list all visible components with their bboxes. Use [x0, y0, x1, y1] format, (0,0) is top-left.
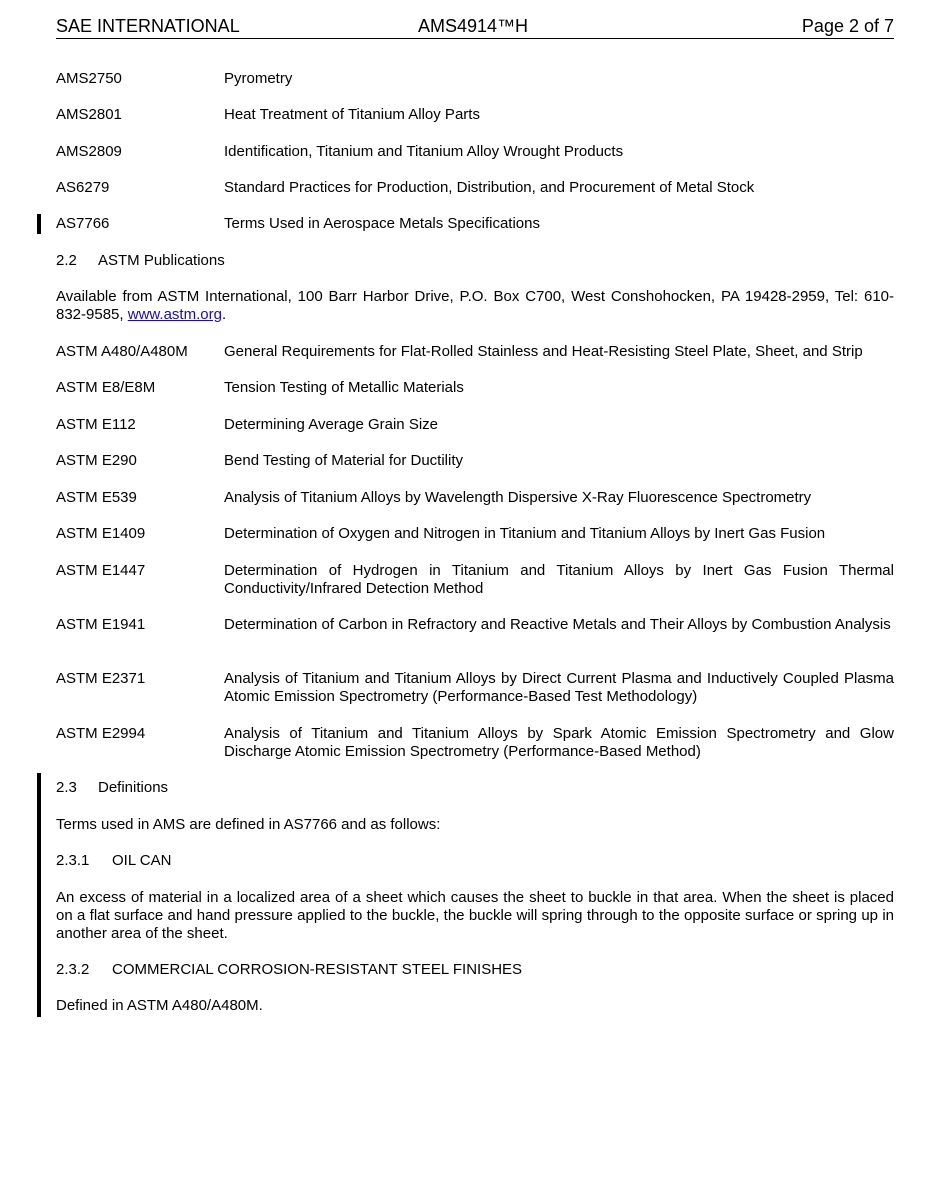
section-number: 2.3 — [56, 779, 77, 796]
reference-title: Heat Treatment of Titanium Alloy Parts — [224, 106, 480, 123]
page-header — [56, 16, 894, 39]
reference-code: ASTM E290 — [56, 452, 137, 469]
revision-change-bar — [37, 214, 41, 234]
reference-title: Tension Testing of Metallic Materials — [224, 379, 464, 396]
subsection-title: COMMERCIAL CORROSION-RESISTANT STEEL FINISHES — [112, 961, 523, 978]
reference-title: Pyrometry — [224, 70, 293, 87]
revision-change-bar — [37, 773, 41, 1017]
section-number: 2.2 — [56, 252, 77, 269]
reference-title: Determination of Hydrogen in Titanium and Titanium Alloys by Inert Gas Fusion Thermal Conductivity/Infrared Detection Method — [224, 562, 894, 597]
header-page-number: Page 2 of 7 — [801, 16, 894, 36]
reference-title: Determination of Oxygen and Nitrogen in Titanium and Titanium Alloys by Inert Gas Fusion — [224, 525, 826, 542]
reference-code: AS6279 — [56, 179, 110, 196]
reference-title: Analysis of Titanium and Titanium Alloys by Direct Current Plasma and Inductively Coupled Plasma Atomic Emission Spectrometry (Performance-Based Test Methodology) — [224, 670, 894, 705]
reference-code: AMS2801 — [56, 106, 122, 123]
reference-title: Terms Used in Aerospace Metals Specifications — [224, 215, 540, 232]
subsection-heading-finishes — [56, 961, 522, 979]
reference-code: ASTM E2994 — [56, 725, 146, 742]
subsection-number: 2.3.1 — [56, 852, 90, 869]
reference-code: ASTM E2371 — [56, 670, 146, 687]
subsection-number: 2.3.2 — [56, 961, 90, 978]
reference-code: ASTM E8/E8M — [56, 379, 156, 396]
subsection-title: OIL CAN — [112, 852, 172, 869]
availability-period: . — [221, 306, 227, 323]
header-organization: SAE INTERNATIONAL — [56, 16, 240, 36]
reference-code: ASTM A480/A480M — [56, 343, 188, 360]
header-document-id: AMS4914™H — [418, 16, 529, 36]
section-heading-astm — [56, 252, 225, 270]
finishes-definition: Defined in ASTM A480/A480M. — [56, 997, 263, 1014]
reference-title: Identification, Titanium and Titanium Alloy Wrought Products — [224, 143, 624, 160]
reference-title: Analysis of Titanium Alloys by Wavelength Dispersive X-Ray Fluorescence Spectrometry — [224, 489, 812, 506]
astm-availability-paragraph — [56, 288, 894, 324]
reference-code: ASTM E1447 — [56, 562, 146, 579]
section-heading-definitions — [56, 779, 168, 797]
oil-can-definition: An excess of material in a localized area of a sheet which causes the sheet to buckle in that area. When the sheet is placed on a flat surface and hand pressure applied to the buckle, the buckle will spring through to the opposite surface or spring up in another area of the sheet. — [56, 889, 894, 942]
reference-code: ASTM E112 — [56, 416, 136, 433]
section-title: Definitions — [98, 779, 169, 796]
astm-website-link[interactable]: www.astm.org — [127, 306, 222, 323]
reference-title: Bend Testing of Material for Ductility — [224, 452, 463, 469]
definitions-intro: Terms used in AMS are defined in AS7766 and as follows: — [56, 816, 441, 833]
reference-title: Analysis of Titanium and Titanium Alloys by Spark Atomic Emission Spectrometry and Glow Discharge Atomic Emission Spectrometry (Performance-Based Method) — [224, 725, 894, 760]
subsection-heading-oil-can — [56, 852, 171, 870]
reference-title: Standard Practices for Production, Distribution, and Procurement of Metal Stock — [224, 179, 755, 196]
reference-title: Determining Average Grain Size — [224, 416, 438, 433]
reference-code: AMS2750 — [56, 70, 122, 87]
section-title: ASTM Publications — [98, 252, 225, 269]
reference-code: ASTM E539 — [56, 489, 137, 506]
reference-code: ASTM E1941 — [56, 616, 146, 633]
reference-code: AS7766 — [56, 215, 110, 232]
availability-text: Available from ASTM International, 100 Barr Harbor Drive, P.O. Box C700, West Conshohocken, PA 19428-2959, Tel: 610-832-9585, — [56, 288, 894, 323]
reference-title: General Requirements for Flat-Rolled Stainless and Heat-Resisting Steel Plate, Sheet, and Strip — [224, 343, 863, 360]
reference-title: Determination of Carbon in Refractory and Reactive Metals and Their Alloys by Combustion Analysis — [224, 616, 891, 633]
reference-code: AMS2809 — [56, 143, 122, 160]
reference-code: ASTM E1409 — [56, 525, 146, 542]
